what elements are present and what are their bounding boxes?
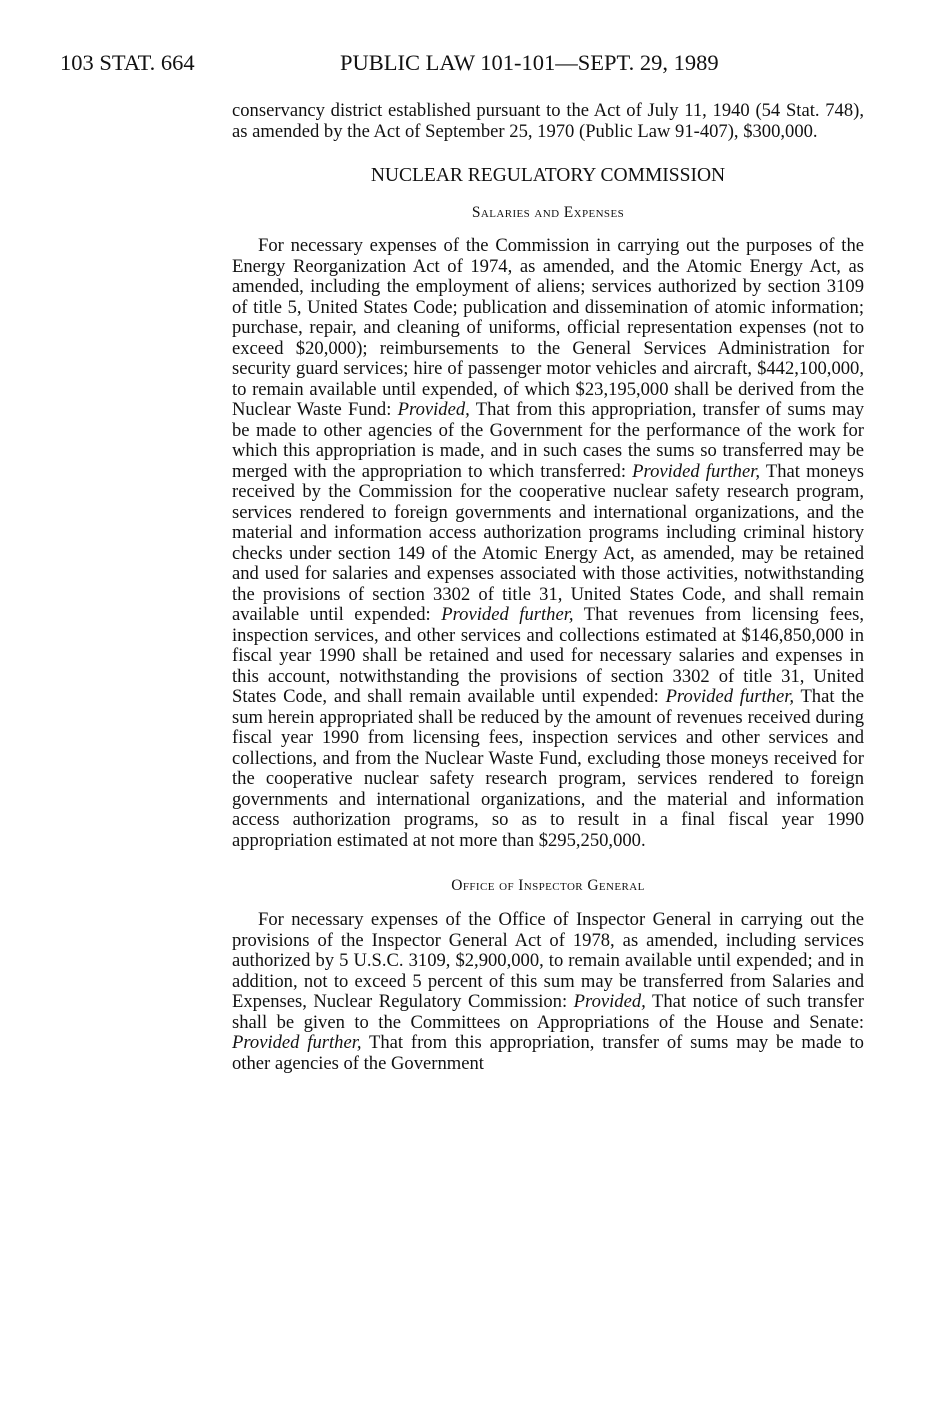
ig-text-3: That from this appropriation, transfer of sums may be made to other agencies of the Government	[232, 1032, 864, 1074]
proviso-1: Provided,	[397, 399, 470, 420]
proviso-4: Provided further,	[665, 686, 795, 707]
salaries-text-2: That from this appropriation, transfer of sums may be made to other agencies of the Government for the performance of the work for which this appropriation is made, and in such cases the sums so transferred may be merged with the appropriation to which transferred:	[232, 399, 864, 482]
running-header	[60, 46, 860, 80]
body-text	[232, 101, 864, 1074]
ig-proviso-1: Provided,	[573, 991, 646, 1012]
inspector-general-paragraph	[232, 910, 864, 1074]
proviso-2: Provided further,	[632, 460, 761, 482]
intro-paragraph: conservancy district established pursuant to the Act of July 11, 1940 (54 Stat. 748), as amended by the Act of September 25, 1970 (Public Law 91-407), $300,000.	[232, 100, 864, 142]
proviso-3: Provided further,	[441, 604, 574, 625]
salaries-text-4: That revenues from licensing fees, inspection services, and other services and collections estimated at $146,850,000 in fiscal year 1990 shall be retained and used for necessary salaries and expenses in this account, notwithstanding the provisions of section 3302 of title 31, United States Code, and shall remain available until expended:	[232, 604, 864, 707]
public-law-title: PUBLIC LAW 101-101—SEPT. 29, 1989	[340, 50, 719, 75]
salaries-heading: Salaries and Expenses	[471, 204, 625, 221]
salaries-text-1: For necessary expenses of the Commission in carrying out the purposes of the Energy Reorganization Act of 1974, as amended, and the Atomic Energy Act, as amended, including the employment of aliens; services authorized by section 3109 of title 5, United States Code; publication and dissemination of atomic information; purchase, repair, and cleaning of uniforms, official representation expenses (not to exceed $20,000); reimbursements to the General Services Administration for security guard services; hire of passenger motor vehicles and aircraft, $442,100,000, to remain available until expended, of which $23,195,000 shall be derived from the Nuclear Waste Fund:	[232, 235, 864, 420]
statute-page-number: 103 STAT. 664	[60, 50, 195, 75]
ig-text-2: That notice of such transfer shall be given to the Committees on Appropriations of the House and Senate:	[232, 991, 864, 1033]
agency-heading: NUCLEAR REGULATORY COMMISSION	[370, 165, 726, 186]
salaries-text-5: That the sum herein appropriated shall be reduced by the amount of revenues received during fiscal year 1990 from licensing fees, inspection services and other services and collections, and from the Nuclear Waste Fund, excluding those moneys received for the cooperative nuclear safety research program, services rendered to foreign governments and international organizations, and the material and information access authorization programs, so as to result in a final fiscal year 1990 appropriation estimated at not more than $295,250,000.	[232, 686, 864, 851]
inspector-general-heading: Office of Inspector General	[451, 877, 645, 894]
salaries-paragraph	[232, 236, 864, 851]
salaries-text-3: That moneys received by the Commission for the cooperative nuclear safety research program, services rendered to foreign governments and international organizations, and the material and information access authorization programs including criminal history checks under section 149 of the Atomic Energy Act, as amended, may be retained and used for salaries and expenses associated with those activities, notwithstanding the provisions of section 3302 of title 31, United States Code, and shall remain available until expended:	[232, 460, 864, 625]
ig-text-1: For necessary expenses of the Office of Inspector General in carrying out the provisions of the Inspector General Act of 1978, as amended, including services authorized by 5 U.S.C. 3109, $2,900,000, to remain available until expended; and in addition, not to exceed 5 percent of this sum may be transferred from Salaries and Expenses, Nuclear Regulatory Commission:	[232, 909, 864, 1012]
ig-proviso-2: Provided further,	[232, 1032, 362, 1053]
